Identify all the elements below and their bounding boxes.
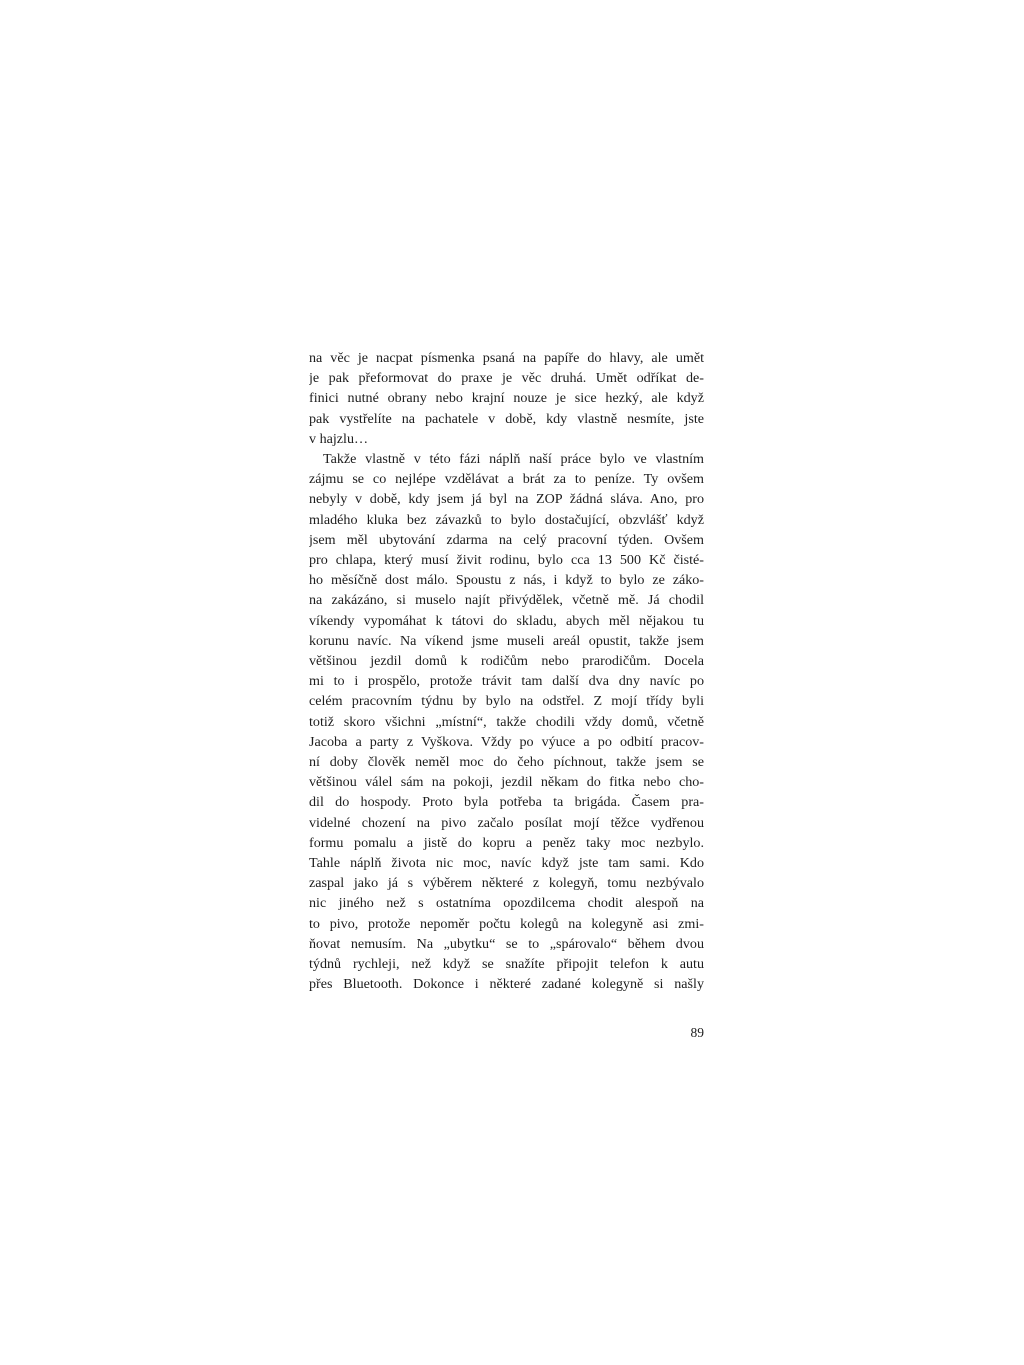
- text-line: na zakázáno, si muselo najít přivýdělek, včetně mě. Já chodil: [309, 592, 704, 609]
- text-line: formu pomalu a jistě do kopru a peněz taky moc nezbylo.: [309, 834, 704, 851]
- text-line: pak vystřelíte na pachatele v době, kdy vlastně nesmíte, jste: [309, 410, 704, 427]
- text-line: je pak přeformovat do praxe je věc druhá. Umět odříkat de-: [309, 370, 704, 387]
- text-line: zájmu se co nejlépe vzdělávat a brát za to peníze. Ty ovšem: [309, 471, 704, 488]
- text-line: dil do hospody. Proto byla potřeba ta brigáda. Časem pra-: [309, 794, 704, 811]
- text-line: videlné chození na pivo začalo posílat mojí těžce vydřenou: [309, 814, 704, 831]
- text-line: Tahle náplň života nic moc, navíc když jste tam sami. Kdo: [309, 855, 704, 872]
- text-line: nic jiného než s ostatníma opozdilcema chodit alespoň na: [309, 895, 704, 912]
- text-line: na věc je nacpat písmenka psaná na papíře do hlavy, ale umět: [309, 350, 704, 366]
- text-line: totiž skoro všichni „místní“, takže chodili vždy domů, včetně: [309, 713, 704, 730]
- text-line: to pivo, protože nepoměr počtu kolegů na kolegyně asi zmi-: [309, 915, 704, 932]
- text-line: týdnů rychleji, než když se snažíte připojit telefon k autu: [309, 956, 704, 973]
- text-line: Takže vlastně v této fázi náplň naší práce bylo ve vlastním: [323, 451, 704, 468]
- text-line: jsem měl ubytování zdarma na celý pracovní týden. Ovšem: [309, 531, 704, 548]
- body-text: [309, 348, 704, 995]
- text-line: nebyly v době, kdy jsem já byl na ZOP žádná sláva. Ano, pro: [309, 491, 704, 508]
- text-line: většinou jezdil domů k rodičům nebo prarodičům. Docela: [309, 653, 704, 670]
- text-line: přes Bluetooth. Dokonce i některé zadané kolegyně si našly: [309, 976, 704, 993]
- text-line: v hajzlu…: [309, 430, 369, 447]
- page-number: 89: [690, 1025, 704, 1040]
- text-line: korunu navíc. Na víkend jsme museli areál opustit, takže jsem: [309, 632, 704, 649]
- text-line: zaspal jako já s výběrem některé z kolegyň, tomu nezbývalo: [309, 875, 704, 892]
- text-line: mi to i prospělo, protože trávit tam další dva dny navíc po: [309, 673, 704, 690]
- text-line: ňovat nemusím. Na „ubytku“ se to „spárovalo“ během dvou: [309, 935, 704, 952]
- text-line: mladého kluka bez závazků to bylo dostačující, obzvlášť když: [309, 511, 704, 528]
- text-line: ho měsíčně dost málo. Spoustu z nás, i když to bylo ze záko-: [309, 572, 704, 589]
- text-line: pro chlapa, který musí živit rodinu, bylo cca 13 500 Kč čisté-: [309, 552, 704, 569]
- text-line: ní doby člověk neměl moc do čeho píchnout, takže jsem se: [309, 754, 704, 771]
- text-line: většinou válel sám na pokoji, jezdil někam do fitka nebo cho-: [309, 774, 704, 791]
- text-line: finici nutné obrany nebo krajní nouze je sice hezký, ale když: [309, 390, 704, 407]
- text-line: Jacoba a party z Vyškova. Vždy po výuce a po odbití pracov-: [309, 733, 704, 750]
- text-line: celém pracovním týdnu by bylo na odstřel. Z mojí třídy byli: [309, 693, 704, 710]
- text-line: víkendy vypomáhat k tátovi do skladu, abych měl nějakou tu: [309, 612, 704, 629]
